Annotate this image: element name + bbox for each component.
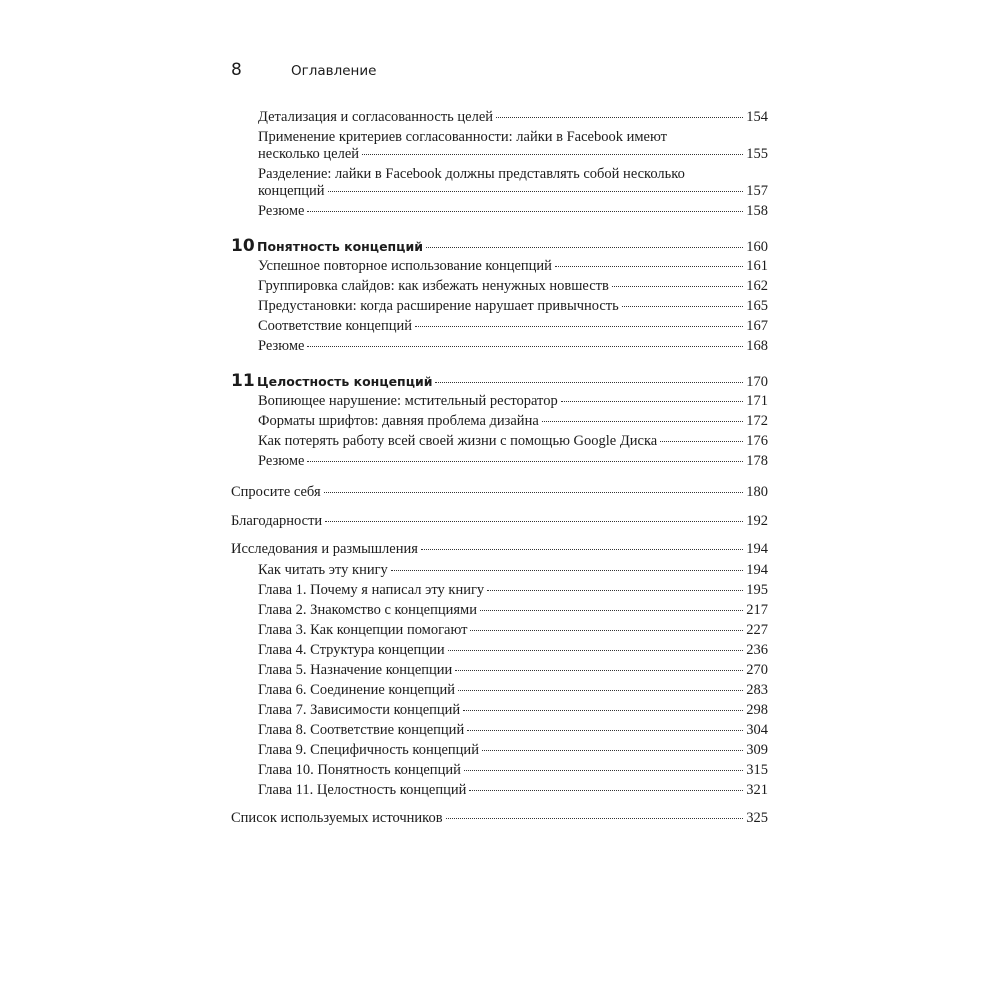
toc-entry-text: Резюме — [258, 453, 305, 469]
leader-dots — [362, 154, 743, 155]
toc-entry[interactable] — [258, 702, 768, 719]
toc-entry-page: 192 — [746, 513, 768, 529]
leader-dots — [307, 461, 743, 462]
toc-entry[interactable] — [258, 453, 768, 470]
toc-chapter-11[interactable] — [231, 371, 768, 391]
toc-entry-text: Как потерять работу всей своей жизни с помощью Google Диска — [258, 433, 658, 449]
toc-entry-ask-yourself[interactable] — [231, 484, 768, 501]
toc-entry[interactable] — [258, 602, 768, 619]
toc-entry[interactable] — [258, 129, 768, 163]
toc-entry[interactable] — [258, 622, 768, 639]
toc-entry-text: Детализация и согласованность целей — [258, 109, 494, 125]
toc-entry[interactable] — [258, 318, 768, 335]
chapter-page: 170 — [746, 374, 768, 390]
leader-dots — [469, 790, 743, 791]
leader-dots — [464, 770, 743, 771]
toc-entry-page: 309 — [746, 742, 768, 758]
leader-dots — [622, 306, 744, 307]
leader-dots — [561, 401, 744, 402]
chapter-page: 160 — [746, 239, 768, 255]
toc-entry-acknowledgments[interactable] — [231, 513, 768, 530]
toc-entry-page: 283 — [746, 682, 768, 698]
toc-entry[interactable] — [258, 298, 768, 315]
leader-dots — [455, 670, 743, 671]
toc-entry[interactable] — [258, 562, 768, 579]
toc-entry-page: 155 — [746, 146, 768, 162]
toc-entry[interactable] — [258, 166, 768, 200]
leader-dots — [415, 326, 743, 327]
toc-entry[interactable] — [258, 782, 768, 799]
toc-entry-page: 194 — [746, 562, 768, 578]
toc-entry[interactable] — [258, 338, 768, 355]
leader-dots — [482, 750, 743, 751]
leader-dots — [307, 346, 743, 347]
toc-entry[interactable] — [258, 642, 768, 659]
toc-entry-text: Глава 10. Понятность концепций — [258, 762, 461, 778]
leader-dots — [480, 610, 743, 611]
chapter-number: 11 — [231, 371, 255, 391]
toc-entry-text: Группировка слайдов: как избежать ненужных новшеств — [258, 278, 609, 294]
toc-entry-text: Резюме — [258, 338, 305, 354]
toc-entry-text: Благодарности — [231, 513, 323, 529]
leader-dots — [487, 590, 743, 591]
toc-entry[interactable] — [258, 662, 768, 679]
toc-entry-text: Глава 11. Целостность концепций — [258, 782, 467, 798]
toc-entry[interactable] — [258, 258, 768, 275]
toc-entry-text: Глава 7. Зависимости концепций — [258, 702, 461, 718]
leader-dots — [426, 247, 743, 248]
toc-entry-page: 167 — [746, 318, 768, 334]
toc-entry-page: 298 — [746, 702, 768, 718]
toc-entry-text: Как читать эту книгу — [258, 562, 388, 578]
toc-entry-text: Глава 4. Структура концепции — [258, 642, 445, 658]
toc-entry-text: Форматы шрифтов: давняя проблема дизайна — [258, 413, 539, 429]
toc-entry-text: Успешное повторное использование концепций — [258, 258, 552, 274]
toc-entry-bibliography[interactable] — [231, 810, 768, 827]
page-number: 8 — [231, 60, 242, 80]
toc-entry[interactable] — [258, 742, 768, 759]
leader-dots — [463, 710, 743, 711]
toc-entry-page: 171 — [746, 393, 768, 409]
leader-dots — [448, 650, 744, 651]
leader-dots — [555, 266, 743, 267]
leader-dots — [307, 211, 743, 212]
leader-dots — [328, 191, 744, 192]
toc-entry-page: 325 — [746, 810, 768, 826]
toc-entry[interactable] — [258, 762, 768, 779]
leader-dots — [458, 690, 743, 691]
toc-entry[interactable] — [258, 682, 768, 699]
toc-entry-page: 195 — [746, 582, 768, 598]
toc-entry-page: 227 — [746, 622, 768, 638]
leader-dots — [324, 492, 744, 493]
toc-entry-page: 172 — [746, 413, 768, 429]
toc-entry-page: 180 — [746, 484, 768, 500]
toc-entry-page: 176 — [746, 433, 768, 449]
toc-entry-text: Исследования и размышления — [231, 541, 418, 557]
toc-entry-text: Вопиющее нарушение: мстительный ресторатор — [258, 393, 558, 409]
toc-entry-text: концепций — [258, 183, 325, 199]
toc-entry-page: 168 — [746, 338, 768, 354]
leader-dots — [421, 549, 743, 550]
toc-entry[interactable] — [258, 722, 768, 739]
leader-dots — [496, 117, 743, 118]
toc-entry-page: 165 — [746, 298, 768, 314]
toc-entry-text: Глава 9. Специфичность концепций — [258, 742, 479, 758]
toc-entry-page: 194 — [746, 541, 768, 557]
toc-entry-page: 304 — [746, 722, 768, 738]
toc-entry-text: Глава 8. Соответствие концепций — [258, 722, 465, 738]
toc-entry-page: 157 — [746, 183, 768, 199]
toc-entry[interactable] — [258, 393, 768, 410]
toc-entry[interactable] — [258, 413, 768, 430]
leader-dots — [435, 382, 743, 383]
leader-dots — [612, 286, 743, 287]
toc-entry-page: 154 — [746, 109, 768, 125]
leader-dots — [391, 570, 743, 571]
toc-entry-page: 270 — [746, 662, 768, 678]
chapter-title: Целостность концепций — [257, 374, 433, 389]
toc-entry[interactable] — [258, 582, 768, 599]
toc-chapter-10[interactable] — [231, 236, 768, 256]
toc-entry-text: Соответствие концепций — [258, 318, 413, 334]
toc-entry-text: Спросите себя — [231, 484, 321, 500]
toc-entry-text-line1: Применение критериев согласованности: лайки в Facebook имеют — [258, 129, 667, 145]
toc-entry-page: 158 — [746, 203, 768, 219]
chapter-title: Понятность концепций — [257, 239, 423, 254]
toc-entry-page: 236 — [746, 642, 768, 658]
toc-entry[interactable] — [258, 278, 768, 295]
toc-entry-text: несколько целей — [258, 146, 360, 162]
toc-entry-page: 162 — [746, 278, 768, 294]
toc-entry-research[interactable] — [231, 541, 768, 558]
toc-entry[interactable] — [258, 109, 768, 126]
leader-dots — [467, 730, 743, 731]
leader-dots — [542, 421, 743, 422]
leader-dots — [325, 521, 743, 522]
toc-entry-page: 178 — [746, 453, 768, 469]
toc-entry-text: Глава 6. Соединение концепций — [258, 682, 455, 698]
toc-entry[interactable] — [258, 433, 768, 450]
toc-entry-text: Список используемых источников — [231, 810, 443, 826]
chapter-number: 10 — [231, 236, 255, 256]
toc-entry-text: Предустановки: когда расширение нарушает привычность — [258, 298, 619, 314]
leader-dots — [470, 630, 743, 631]
leader-dots — [446, 818, 744, 819]
toc-entry[interactable] — [258, 203, 768, 220]
toc-entry-page: 161 — [746, 258, 768, 274]
running-title: Оглавление — [291, 63, 377, 79]
toc-entry-text: Резюме — [258, 203, 305, 219]
leader-dots — [660, 441, 743, 442]
toc-entry-text: Глава 1. Почему я написал эту книгу — [258, 582, 485, 598]
toc-entry-text-line1: Разделение: лайки в Facebook должны представлять собой несколько — [258, 166, 685, 182]
toc-entry-text: Глава 3. Как концепции помогают — [258, 622, 468, 638]
toc-entry-text: Глава 5. Назначение концепции — [258, 662, 453, 678]
toc-entry-page: 217 — [746, 602, 768, 618]
toc-entry-text: Глава 2. Знакомство с концепциями — [258, 602, 477, 618]
toc-entry-page: 321 — [746, 782, 768, 798]
toc-entry-page: 315 — [746, 762, 768, 778]
